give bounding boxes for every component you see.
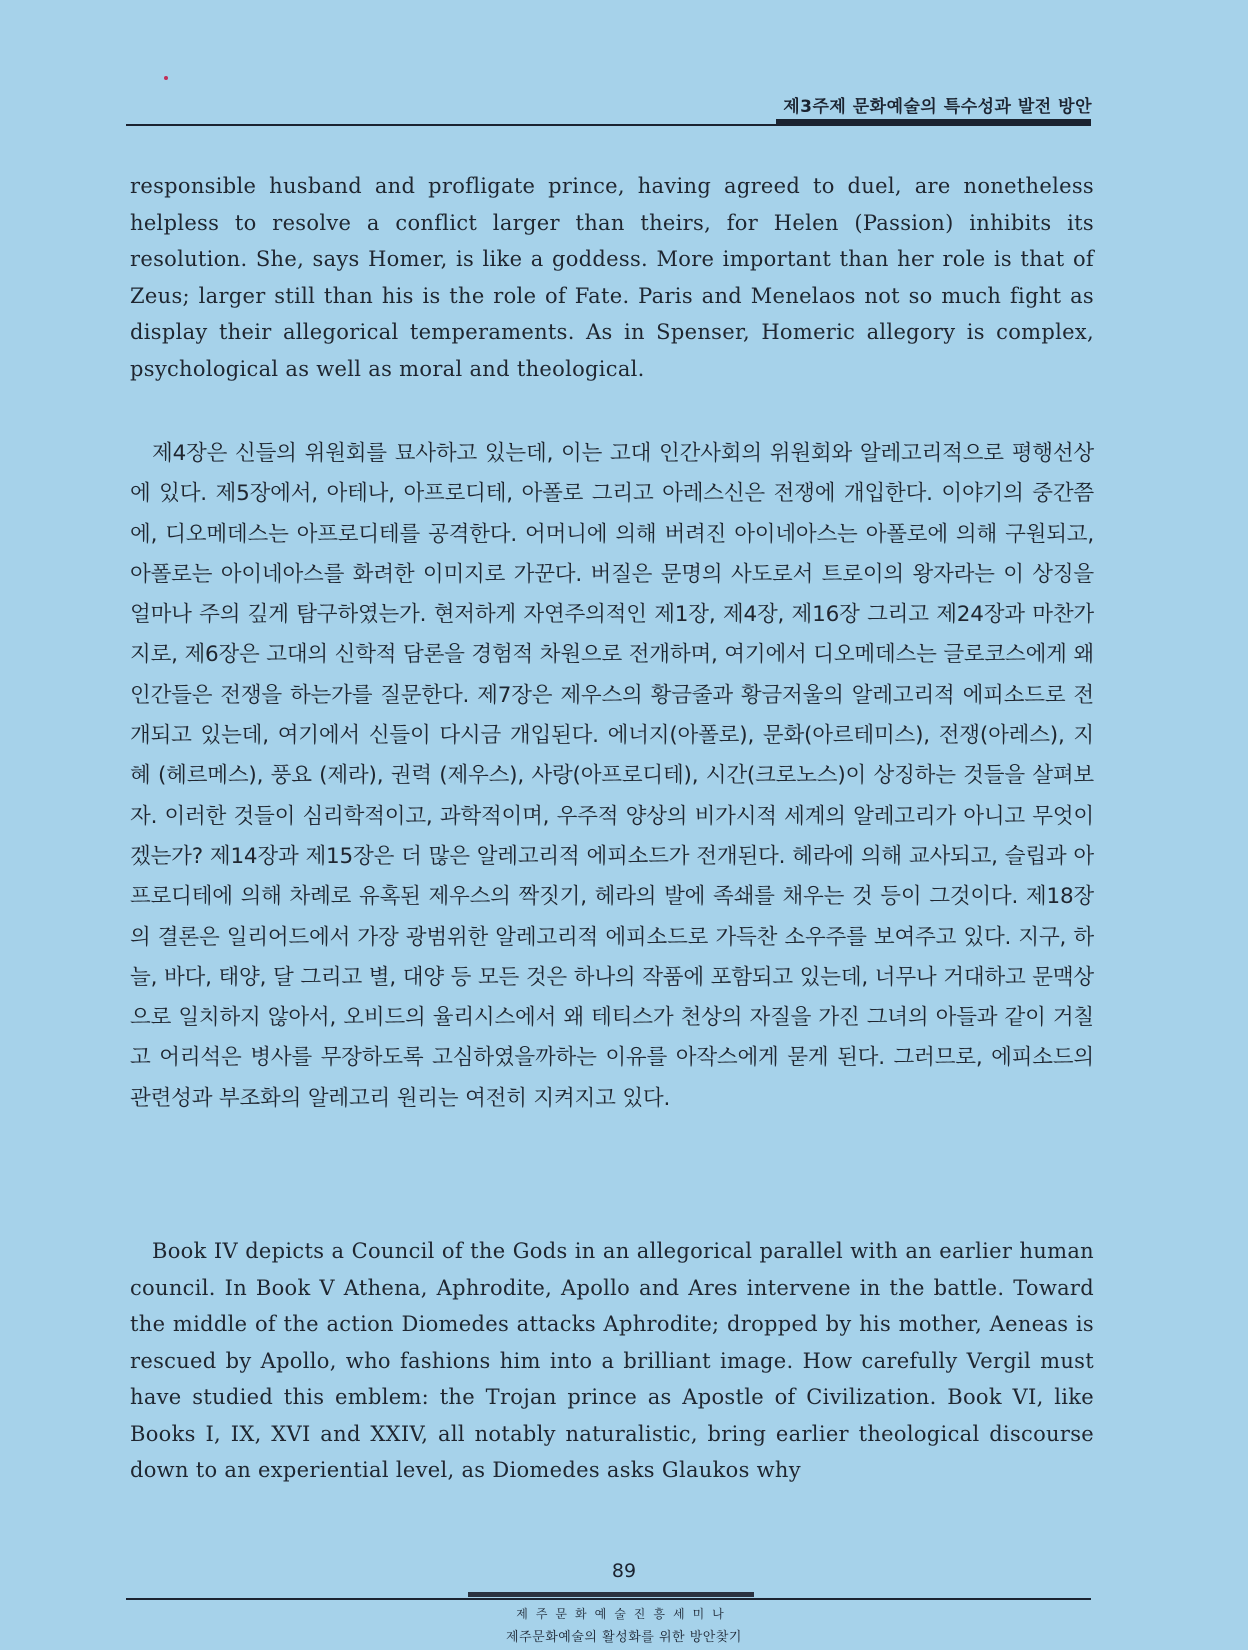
paragraph-korean: 제4장은 신들의 위원회를 묘사하고 있는데, 이는 고대 인간사회의 위원회와 알레고리적으로 평행선상에 있다. 제5장에서, 아테나, 아프로디테, 아폴로 그리고 아레스신은 전쟁에 개입한다. 이야기의 중간쯤에, 디오메데스는 아프로디테를 공격한다. 어머니에 의해 버려진 아이네아스는 아폴로에 의해 구원되고, 아폴로는 아이네아스를 화려한 이미지로 가꾼다. 버질은 문명의 사도로서 트로이의 왕자라는 이 상징을 얼마나 주의 깊게 탐구하였는가. 현저하게 자연주의적인 제1장, 제4장, 제16장 그리고 제24장과 마찬가지로, 제6장은 고대의 신학적 담론을 경험적 차원으로 전개하며, 여기에서 디오메데스는 글로코스에게 왜 인간들은 전쟁을 하는가를 질문한다. 제7장은 제우스의 황금줄과 황금저울의 알레고리적 에피소드로 전개되고 있는데, 여기에서 신들이 다시금 개입된다. 에너지(아폴로), 문화(아르테미스), 전쟁(아레스), 지혜 (헤르메스), 풍요 (제라), 권력 (제우스), 사랑(아프로디테), 시간(크로노스)이 상징하는 것들을 살펴보자. 이러한 것들이 심리학적이고, 과학적이며, 우주적 양상의 비가시적 세계의 알레고리가 아니고 무엇이겠는가? 제14장과 제15장은 더 많은 알레고리적 에피소드가 전개된다. 헤라에 의해 교사되고, 슬립과 아프로디테에 의해 차례로 유혹된 제우스의 짝짓기, 헤라의 발에 족쇄를 채우는 것 등이 그것이다. 제18장의 결론은 일리어드에서 가장 광범위한 알레고리적 에피소드로 가득찬 소우주를 보여주고 있다. 지구, 하늘, 바다, 태양, 달 그리고 별, 대양 등 모든 것은 하나의 작품에 포함되고 있는데, 너무나 거대하고 문맥상으로 일치하지 않아서, 오비드의 율리시스에서 왜 테티스가 천상의 자질을 가진 그녀의 아들과 같이 거칠고 어리석은 병사를 무장하도록 고심하였을까하는 이유를 아작스에게 묻게 된다. 그러므로, 에피소드의 관련성과 부조화의 알레고리 원리는 여전히 지켜지고 있다. xyxy=(130,441,1094,1111)
paragraph-english: Book IV depicts a Council of the Gods in an allegorical parallel with an earlier human council. In Book V Athena, Aphrodite, Apollo and Ares intervene in the battle. Toward the middle of the action Diomedes attacks Aphrodite; dropped by his mother, Aeneas is rescued by Apollo, who fashions him into a brilliant image. How carefully Vergil must have studied this emblem: the Trojan prince as Apostle of Civilization. Book VI, like Books I, IX, XVI and XXIV, all notably naturalistic, bring earlier theological discourse down to an experiential level, as Diomedes asks Glaukos why xyxy=(130,1239,1094,1482)
running-header-title: 제3주제 문화예술의 특수성과 발전 방안 xyxy=(783,97,1092,117)
footer-accent-bar xyxy=(468,1592,754,1597)
header-rule xyxy=(126,124,1091,126)
footer-rule xyxy=(126,1598,1091,1600)
page-number: 89 xyxy=(611,1560,637,1582)
paragraph-english-continued: responsible husband and profligate prince, having agreed to duel, are nonetheless helpless to resolve a conflict larger than theirs, for Helen (Passion) inhibits its resolution. She, says Homer, is like a goddess. More important than her role is that of Zeus; larger still than his is the role of Fate. Paris and Menelaos not so much fight as display their allegorical temperaments. As in Spenser, Homeric allegory is complex, psychological as well as moral and theological. xyxy=(130,174,1094,381)
footer-seminar-subtitle: 제주문화예술의 활성화를 위한 방안찾기 xyxy=(506,1630,742,1645)
ink-speck xyxy=(164,76,168,80)
footer-seminar-name: 제주문화예술진흥세미나 xyxy=(516,1607,732,1621)
